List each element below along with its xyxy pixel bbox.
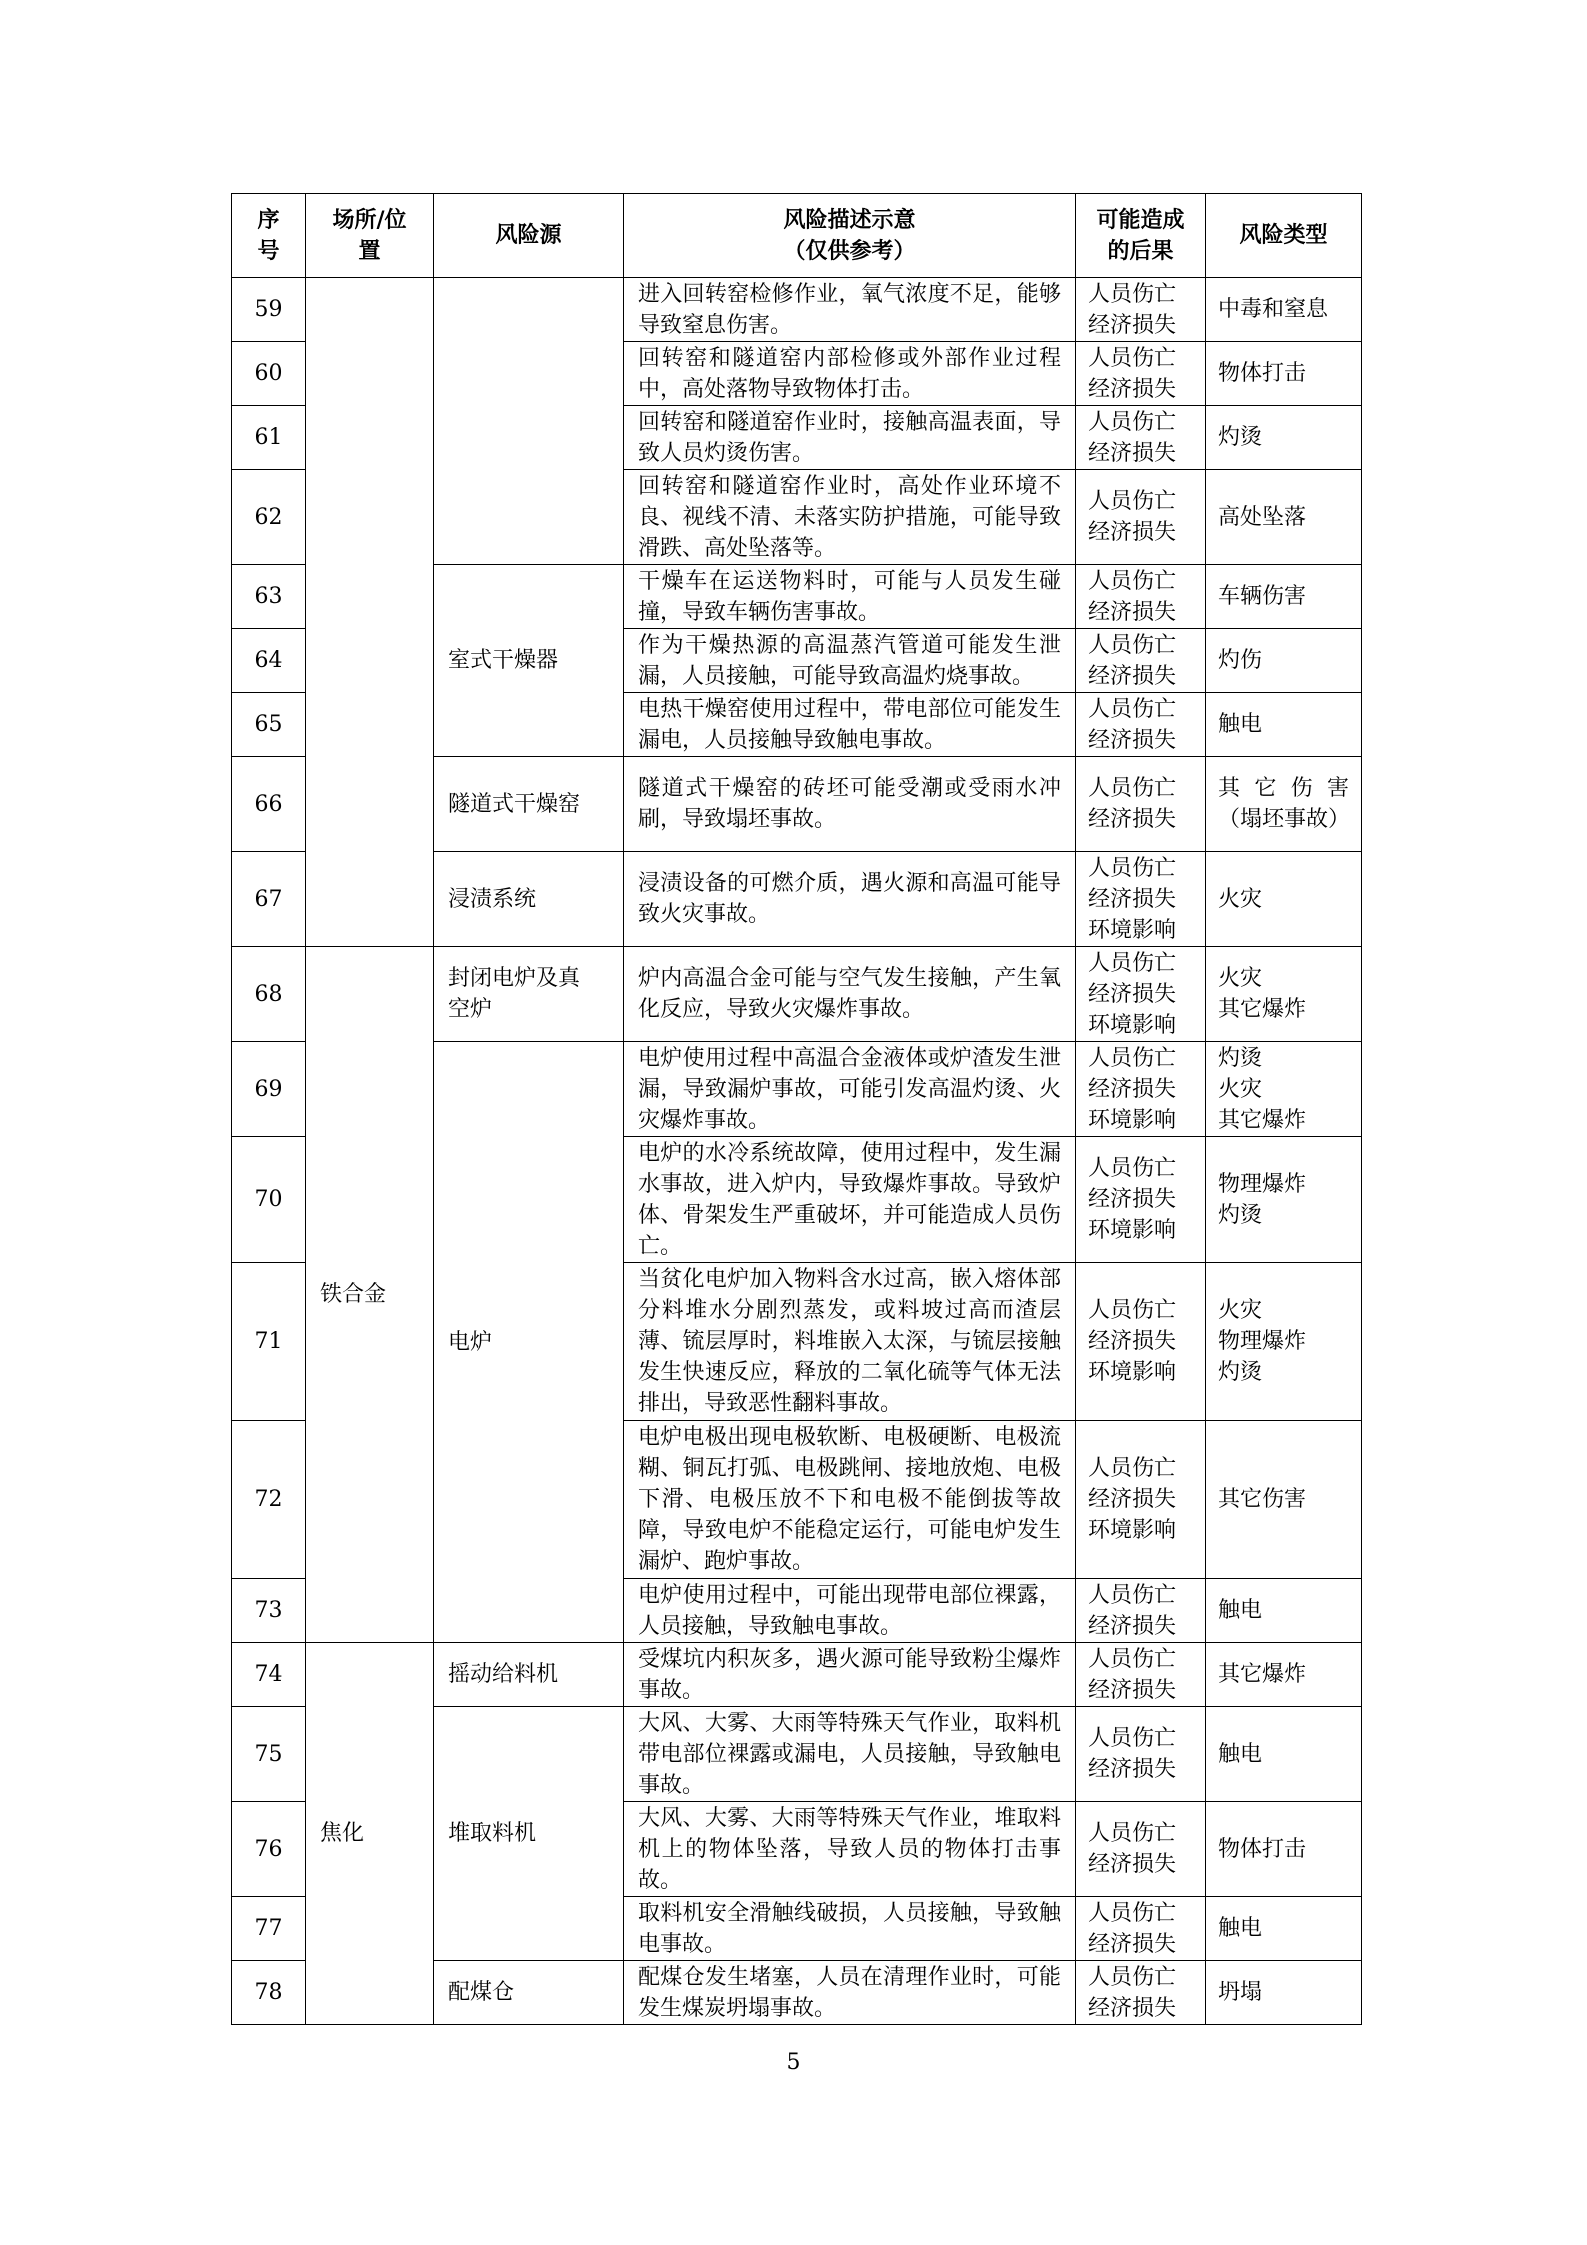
consequence: 人员伤亡 经济损失 环境影响 xyxy=(1076,852,1206,947)
table-row xyxy=(232,1643,1362,1707)
header-source: 风险源 xyxy=(434,194,624,278)
consequence: 人员伤亡 经济损失 环境影响 xyxy=(1076,1263,1206,1421)
row-number: 61 xyxy=(232,406,306,470)
row-number: 73 xyxy=(232,1579,306,1643)
source-cell: 隧道式干燥窑 xyxy=(434,757,624,852)
source-cell: 浸渍系统 xyxy=(434,852,624,947)
risk-type: 灼烫 xyxy=(1206,406,1362,470)
header-seq: 序 号 xyxy=(232,194,306,278)
location-cell: 铁合金 xyxy=(306,947,434,1643)
risk-type: 车辆伤害 xyxy=(1206,565,1362,629)
row-number: 78 xyxy=(232,1961,306,2025)
risk-description: 进入回转窑检修作业，氧气浓度不足，能够导致窒息伤害。 xyxy=(624,278,1076,342)
risk-description: 回转窑和隧道窑作业时，高处作业环境不良、视线不清、未落实防护措施，可能导致滑跌、高处坠落等。 xyxy=(624,470,1076,565)
risk-type: 物理爆炸 灼烫 xyxy=(1206,1137,1362,1263)
risk-description: 电炉电极出现电极软断、电极硬断、电极流糊、铜瓦打弧、电极跳闸、接地放炮、电极下滑、电极压放不下和电极不能倒拔等故障，导致电炉不能稳定运行，可能电炉发生漏炉、跑炉事故。 xyxy=(624,1421,1076,1579)
risk-type: 物体打击 xyxy=(1206,1802,1362,1897)
consequence: 人员伤亡 经济损失 xyxy=(1076,565,1206,629)
location-cell: 焦化 xyxy=(306,1643,434,2025)
header-location: 场所/位 置 xyxy=(306,194,434,278)
risk-description: 电炉使用过程中，可能出现带电部位裸露，人员接触，导致触电事故。 xyxy=(624,1579,1076,1643)
table-row xyxy=(232,947,1362,1042)
consequence: 人员伤亡 经济损失 xyxy=(1076,629,1206,693)
consequence: 人员伤亡 经济损失 xyxy=(1076,406,1206,470)
risk-type: 其它伤害 xyxy=(1206,1421,1362,1579)
source-cell-empty xyxy=(434,278,624,565)
row-number: 63 xyxy=(232,565,306,629)
risk-description: 作为干燥热源的高温蒸汽管道可能发生泄漏，人员接触，可能导致高温灼烧事故。 xyxy=(624,629,1076,693)
source-cell: 封闭电炉及真 空炉 xyxy=(434,947,624,1042)
source-cell: 配煤仓 xyxy=(434,1961,624,2025)
row-number: 68 xyxy=(232,947,306,1042)
consequence: 人员伤亡 经济损失 xyxy=(1076,757,1206,852)
risk-type: 触电 xyxy=(1206,1707,1362,1802)
header-description: 风险描述示意 （仅供参考） xyxy=(624,194,1076,278)
consequence: 人员伤亡 经济损失 xyxy=(1076,1579,1206,1643)
row-number: 74 xyxy=(232,1643,306,1707)
row-number: 75 xyxy=(232,1707,306,1802)
risk-description: 浸渍设备的可燃介质，遇火源和高温可能导致火灾事故。 xyxy=(624,852,1076,947)
source-cell: 堆取料机 xyxy=(434,1707,624,1961)
risk-type: 触电 xyxy=(1206,693,1362,757)
consequence: 人员伤亡 经济损失 环境影响 xyxy=(1076,1042,1206,1137)
risk-type: 火灾 物理爆炸 灼烫 xyxy=(1206,1263,1362,1421)
risk-description: 炉内高温合金可能与空气发生接触，产生氧化反应，导致火灾爆炸事故。 xyxy=(624,947,1076,1042)
risk-type: 其它伤害（塌坯事故） xyxy=(1206,757,1362,852)
consequence: 人员伤亡 经济损失 xyxy=(1076,1961,1206,2025)
risk-description: 回转窑和隧道窑内部检修或外部作业过程中，高处落物导致物体打击。 xyxy=(624,342,1076,406)
risk-type: 火灾 其它爆炸 xyxy=(1206,947,1362,1042)
row-number: 65 xyxy=(232,693,306,757)
risk-type: 高处坠落 xyxy=(1206,470,1362,565)
risk-description: 回转窑和隧道窑作业时，接触高温表面，导致人员灼烫伤害。 xyxy=(624,406,1076,470)
row-number: 60 xyxy=(232,342,306,406)
risk-table xyxy=(231,193,1362,2025)
risk-type: 灼伤 xyxy=(1206,629,1362,693)
risk-type: 火灾 xyxy=(1206,852,1362,947)
consequence: 人员伤亡 经济损失 xyxy=(1076,1802,1206,1897)
consequence: 人员伤亡 经济损失 环境影响 xyxy=(1076,1421,1206,1579)
row-number: 62 xyxy=(232,470,306,565)
risk-type: 其它爆炸 xyxy=(1206,1643,1362,1707)
consequence: 人员伤亡 经济损失 xyxy=(1076,1707,1206,1802)
row-number: 64 xyxy=(232,629,306,693)
row-number: 70 xyxy=(232,1137,306,1263)
row-number: 77 xyxy=(232,1897,306,1961)
row-number: 66 xyxy=(232,757,306,852)
row-number: 69 xyxy=(232,1042,306,1137)
risk-description: 大风、大雾、大雨等特殊天气作业，取料机带电部位裸露或漏电，人员接触，导致触电事故。 xyxy=(624,1707,1076,1802)
row-number: 76 xyxy=(232,1802,306,1897)
source-cell: 电炉 xyxy=(434,1042,624,1643)
row-number: 71 xyxy=(232,1263,306,1421)
risk-type: 物体打击 xyxy=(1206,342,1362,406)
risk-description: 配煤仓发生堵塞，人员在清理作业时，可能发生煤炭坍塌事故。 xyxy=(624,1961,1076,2025)
table-header-row xyxy=(232,194,1362,278)
risk-type: 触电 xyxy=(1206,1579,1362,1643)
row-number: 59 xyxy=(232,278,306,342)
risk-description: 电炉的水冷系统故障，使用过程中，发生漏水事故，进入炉内，导致爆炸事故。导致炉体、骨架发生严重破坏，并可能造成人员伤亡。 xyxy=(624,1137,1076,1263)
risk-description: 受煤坑内积灰多，遇火源可能导致粉尘爆炸事故。 xyxy=(624,1643,1076,1707)
consequence: 人员伤亡 经济损失 xyxy=(1076,1643,1206,1707)
risk-description: 取料机安全滑触线破损，人员接触，导致触电事故。 xyxy=(624,1897,1076,1961)
consequence: 人员伤亡 经济损失 环境影响 xyxy=(1076,947,1206,1042)
risk-type: 坍塌 xyxy=(1206,1961,1362,2025)
row-number: 67 xyxy=(232,852,306,947)
consequence: 人员伤亡 经济损失 xyxy=(1076,278,1206,342)
risk-type: 灼烫 火灾 其它爆炸 xyxy=(1206,1042,1362,1137)
header-risk-type: 风险类型 xyxy=(1206,194,1362,278)
risk-type: 中毒和窒息 xyxy=(1206,278,1362,342)
header-consequence: 可能造成 的后果 xyxy=(1076,194,1206,278)
location-cell-empty xyxy=(306,278,434,947)
table-row xyxy=(232,278,1362,342)
risk-description: 电炉使用过程中高温合金液体或炉渣发生泄漏，导致漏炉事故，可能引发高温灼烫、火灾爆炸事故。 xyxy=(624,1042,1076,1137)
risk-description: 电热干燥窑使用过程中，带电部位可能发生漏电，人员接触导致触电事故。 xyxy=(624,693,1076,757)
risk-description: 干燥车在运送物料时，可能与人员发生碰撞，导致车辆伤害事故。 xyxy=(624,565,1076,629)
consequence: 人员伤亡 经济损失 xyxy=(1076,693,1206,757)
risk-description: 隧道式干燥窑的砖坯可能受潮或受雨水冲刷，导致塌坯事故。 xyxy=(624,757,1076,852)
risk-type: 触电 xyxy=(1206,1897,1362,1961)
risk-description: 当贫化电炉加入物料含水过高，嵌入熔体部分料堆水分剧烈蒸发，或料坡过高而渣层薄、锍层厚时，料堆嵌入太深，与锍层接触发生快速反应，释放的二氧化硫等气体无法排出，导致恶性翻料事故。 xyxy=(624,1263,1076,1421)
row-number: 72 xyxy=(232,1421,306,1579)
consequence: 人员伤亡 经济损失 xyxy=(1076,470,1206,565)
source-cell: 摇动给料机 xyxy=(434,1643,624,1707)
consequence: 人员伤亡 经济损失 xyxy=(1076,342,1206,406)
risk-description: 大风、大雾、大雨等特殊天气作业，堆取料机上的物体坠落，导致人员的物体打击事故。 xyxy=(624,1802,1076,1897)
source-cell: 室式干燥器 xyxy=(434,565,624,757)
page-number: 5 xyxy=(786,2050,801,2075)
consequence: 人员伤亡 经济损失 xyxy=(1076,1897,1206,1961)
consequence: 人员伤亡 经济损失 环境影响 xyxy=(1076,1137,1206,1263)
